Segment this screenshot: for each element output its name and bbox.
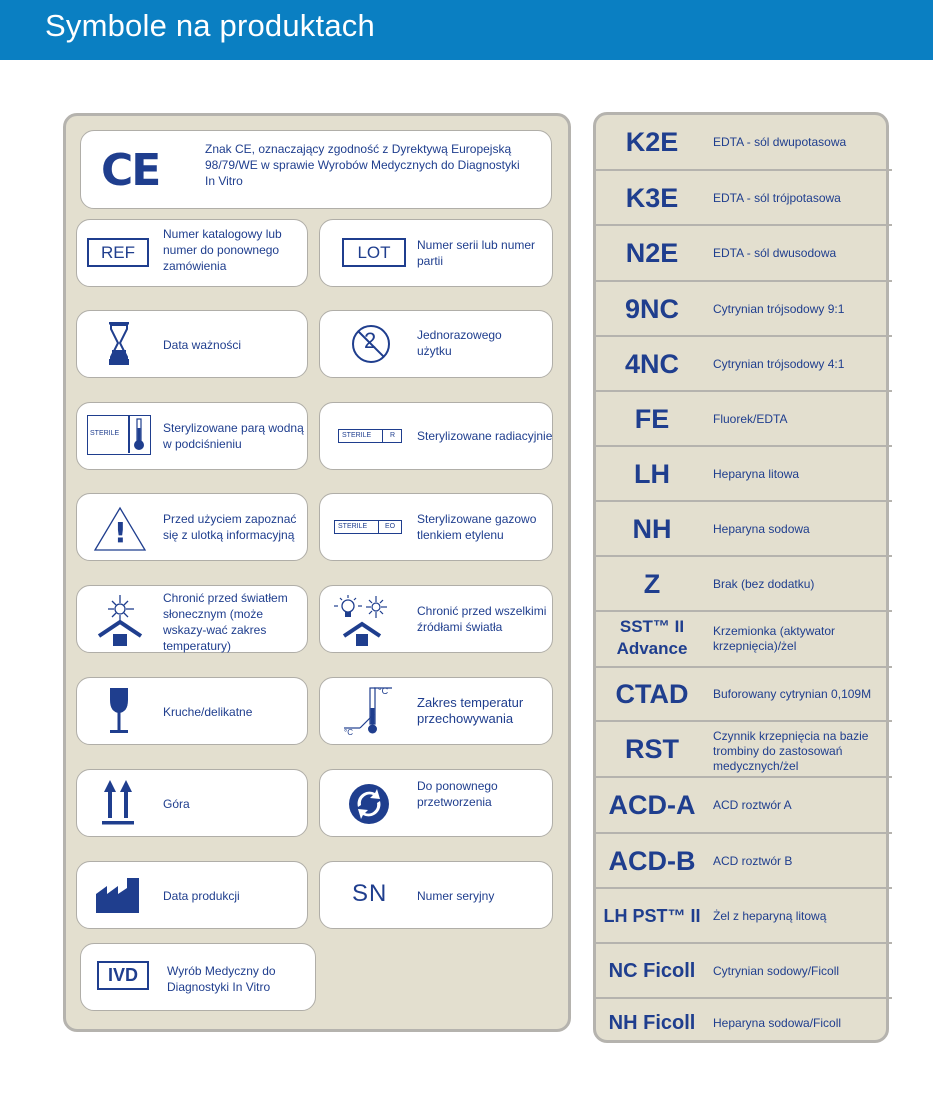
all-light-text: Chronić przed wszelkimi źródłami światła bbox=[417, 604, 547, 634]
sterile-steam-label: STERILE bbox=[90, 430, 120, 437]
symbols-panel bbox=[63, 113, 571, 1032]
sterile-r-icon: STERILE R bbox=[338, 429, 402, 443]
additive-row bbox=[596, 834, 892, 889]
additive-row bbox=[596, 557, 892, 612]
additive-row bbox=[596, 115, 892, 171]
recycle-text: Do ponownego przetworzenia bbox=[417, 779, 498, 809]
ce-mark-icon: CE bbox=[101, 145, 160, 196]
additive-row bbox=[596, 612, 892, 668]
symbol-card-ivd bbox=[80, 943, 316, 1011]
page-header bbox=[0, 0, 933, 60]
additive-row bbox=[596, 171, 892, 226]
gas-text: Sterylizowane gazowo tlenkiem etylenu bbox=[417, 512, 537, 542]
symbol-card-single-use bbox=[319, 310, 553, 378]
additive-description: Heparyna sodowa/Ficoll bbox=[713, 1016, 842, 1030]
manufacturer-factory-icon bbox=[95, 878, 141, 914]
ref-label-icon: REF bbox=[87, 238, 149, 267]
page-title: Symbole na produktach bbox=[45, 8, 375, 43]
additives-panel bbox=[593, 112, 889, 1043]
symbol-card-radiation bbox=[319, 402, 553, 470]
symbol-card-fragile bbox=[76, 677, 308, 745]
additive-code: NC Ficoll bbox=[608, 960, 696, 982]
expiry-text: Data ważności bbox=[163, 338, 242, 352]
additive-description: Czynnik krzepnięcia na bazie trombiny do zastosowań medycznych/żel bbox=[713, 729, 869, 773]
symbol-card-expiry bbox=[76, 310, 308, 378]
up-text: Góra bbox=[163, 797, 190, 811]
sterile-eo-icon: STERILE EO bbox=[334, 520, 402, 534]
additive-description: Fluorek/EDTA bbox=[713, 412, 788, 426]
additive-code: K3E bbox=[625, 183, 679, 213]
additive-description: EDTA - sól trójpotasowa bbox=[713, 191, 841, 205]
symbol-card-temperature bbox=[319, 677, 553, 745]
temperature-text: Zakres temperatur przechowywania bbox=[417, 695, 524, 726]
additive-row bbox=[596, 337, 892, 392]
keep-away-from-light-icon bbox=[330, 594, 396, 648]
additive-code: K2E bbox=[625, 127, 679, 157]
sterile-steam-icon bbox=[87, 415, 151, 455]
radiation-text: Sterylizowane radiacyjnie bbox=[417, 429, 553, 443]
additive-row bbox=[596, 226, 892, 282]
symbol-card-sunlight bbox=[76, 585, 308, 653]
additive-code: LH PST™ II bbox=[603, 906, 701, 926]
additive-code: N2E bbox=[625, 238, 679, 268]
symbol-card-steam bbox=[76, 402, 308, 470]
additive-row bbox=[596, 944, 892, 999]
additive-description: ACD roztwór B bbox=[713, 854, 793, 868]
ref-text: Numer katalogowy lub numer do ponownego zamówienia bbox=[163, 227, 282, 273]
symbol-card-serial bbox=[319, 861, 553, 929]
keep-away-from-sunlight-icon bbox=[93, 592, 147, 648]
hourglass-icon bbox=[107, 321, 131, 367]
additive-row bbox=[596, 392, 892, 447]
additive-code: FE bbox=[634, 404, 670, 434]
recycle-icon bbox=[348, 783, 390, 825]
sunlight-text: Chronić przed światłem słonecznym (może wskazy-wać zakres temperatury) bbox=[163, 591, 288, 653]
additive-code: CTAD bbox=[615, 679, 689, 709]
symbol-card-up bbox=[76, 769, 308, 837]
temperature-lower-unit: °C bbox=[344, 728, 353, 737]
additive-code: NH Ficoll bbox=[608, 1012, 696, 1034]
lot-text: Numer serii lub numer partii bbox=[417, 238, 536, 268]
steam-text: Sterylizowane parą wodną w podciśnieniu bbox=[163, 421, 304, 451]
additive-code: LH bbox=[634, 459, 670, 489]
this-way-up-icon bbox=[101, 778, 135, 828]
additive-description: Heparyna sodowa bbox=[713, 522, 810, 536]
ivd-text: Wyrób Medyczny do Diagnostyki In Vitro bbox=[167, 964, 276, 994]
symbol-card-gas bbox=[319, 493, 553, 561]
fragile-text: Kruche/delikatne bbox=[163, 705, 253, 719]
symbol-card-lot bbox=[319, 219, 553, 287]
additive-description: Cytrynian trójsodowy 9:1 bbox=[713, 302, 845, 316]
additive-row bbox=[596, 668, 892, 722]
additive-row bbox=[596, 778, 892, 834]
serial-text: Numer seryjny bbox=[417, 889, 495, 903]
fragile-glass-icon bbox=[107, 686, 131, 736]
additive-code: Z bbox=[643, 569, 661, 599]
additive-description: EDTA - sól dwusodowa bbox=[713, 246, 837, 260]
symbol-card-ce bbox=[80, 130, 552, 209]
symbol-card-all-light bbox=[319, 585, 553, 653]
additive-code: RST bbox=[625, 734, 679, 764]
additive-description: Heparyna litowa bbox=[713, 467, 800, 481]
additive-code: ACD-A bbox=[608, 790, 696, 820]
additive-description: ACD roztwór A bbox=[713, 798, 792, 812]
symbol-card-recycle bbox=[319, 769, 553, 837]
caution-text: Przed użyciem zapoznać się z ulotką informacyjną bbox=[163, 512, 297, 542]
additive-code: NH bbox=[632, 514, 672, 544]
additive-description: Cytrynian sodowy/Ficoll bbox=[713, 964, 840, 978]
manufacture-text: Data produkcji bbox=[163, 889, 240, 903]
lot-label-icon: LOT bbox=[342, 238, 406, 267]
additive-row bbox=[596, 282, 892, 337]
additive-code: 4NC bbox=[624, 349, 679, 379]
additive-description: Brak (bez dodatku) bbox=[713, 577, 815, 591]
ivd-label-icon: IVD bbox=[97, 961, 149, 990]
temperature-upper-unit: °C bbox=[378, 686, 389, 696]
additive-code: SST™ II Advance bbox=[616, 617, 688, 658]
additive-row bbox=[596, 722, 892, 778]
single-use-text: Jednorazowego użytku bbox=[417, 328, 502, 358]
serial-number-icon: SN bbox=[352, 880, 388, 907]
additive-row bbox=[596, 502, 892, 557]
additive-description: Cytrynian trójsodowy 4:1 bbox=[713, 357, 845, 371]
additive-row bbox=[596, 889, 892, 944]
additive-description: EDTA - sól dwupotasowa bbox=[713, 135, 847, 149]
additive-code: ACD-B bbox=[608, 846, 696, 876]
symbol-card-manufacture bbox=[76, 861, 308, 929]
additive-code: 9NC bbox=[624, 294, 679, 324]
additive-description: Żel z heparyną litową bbox=[713, 909, 827, 923]
additive-row bbox=[596, 999, 892, 1048]
additive-description: Krzemionka (aktywator krzepnięcia)/żel bbox=[713, 624, 836, 653]
additive-row bbox=[596, 447, 892, 502]
symbol-card-caution bbox=[76, 493, 308, 561]
do-not-reuse-digit: 2 bbox=[364, 328, 377, 353]
symbol-card-ref bbox=[76, 219, 308, 287]
warning-exclamation: ! bbox=[114, 516, 127, 549]
ce-text: Znak CE, oznaczający zgodność z Dyrektywą Europejską 98/79/WE w sprawie Wyrobów Medycznych do Diagnostyki In Vitro bbox=[205, 142, 520, 188]
additive-description: Buforowany cytrynian 0,109M bbox=[713, 687, 872, 701]
